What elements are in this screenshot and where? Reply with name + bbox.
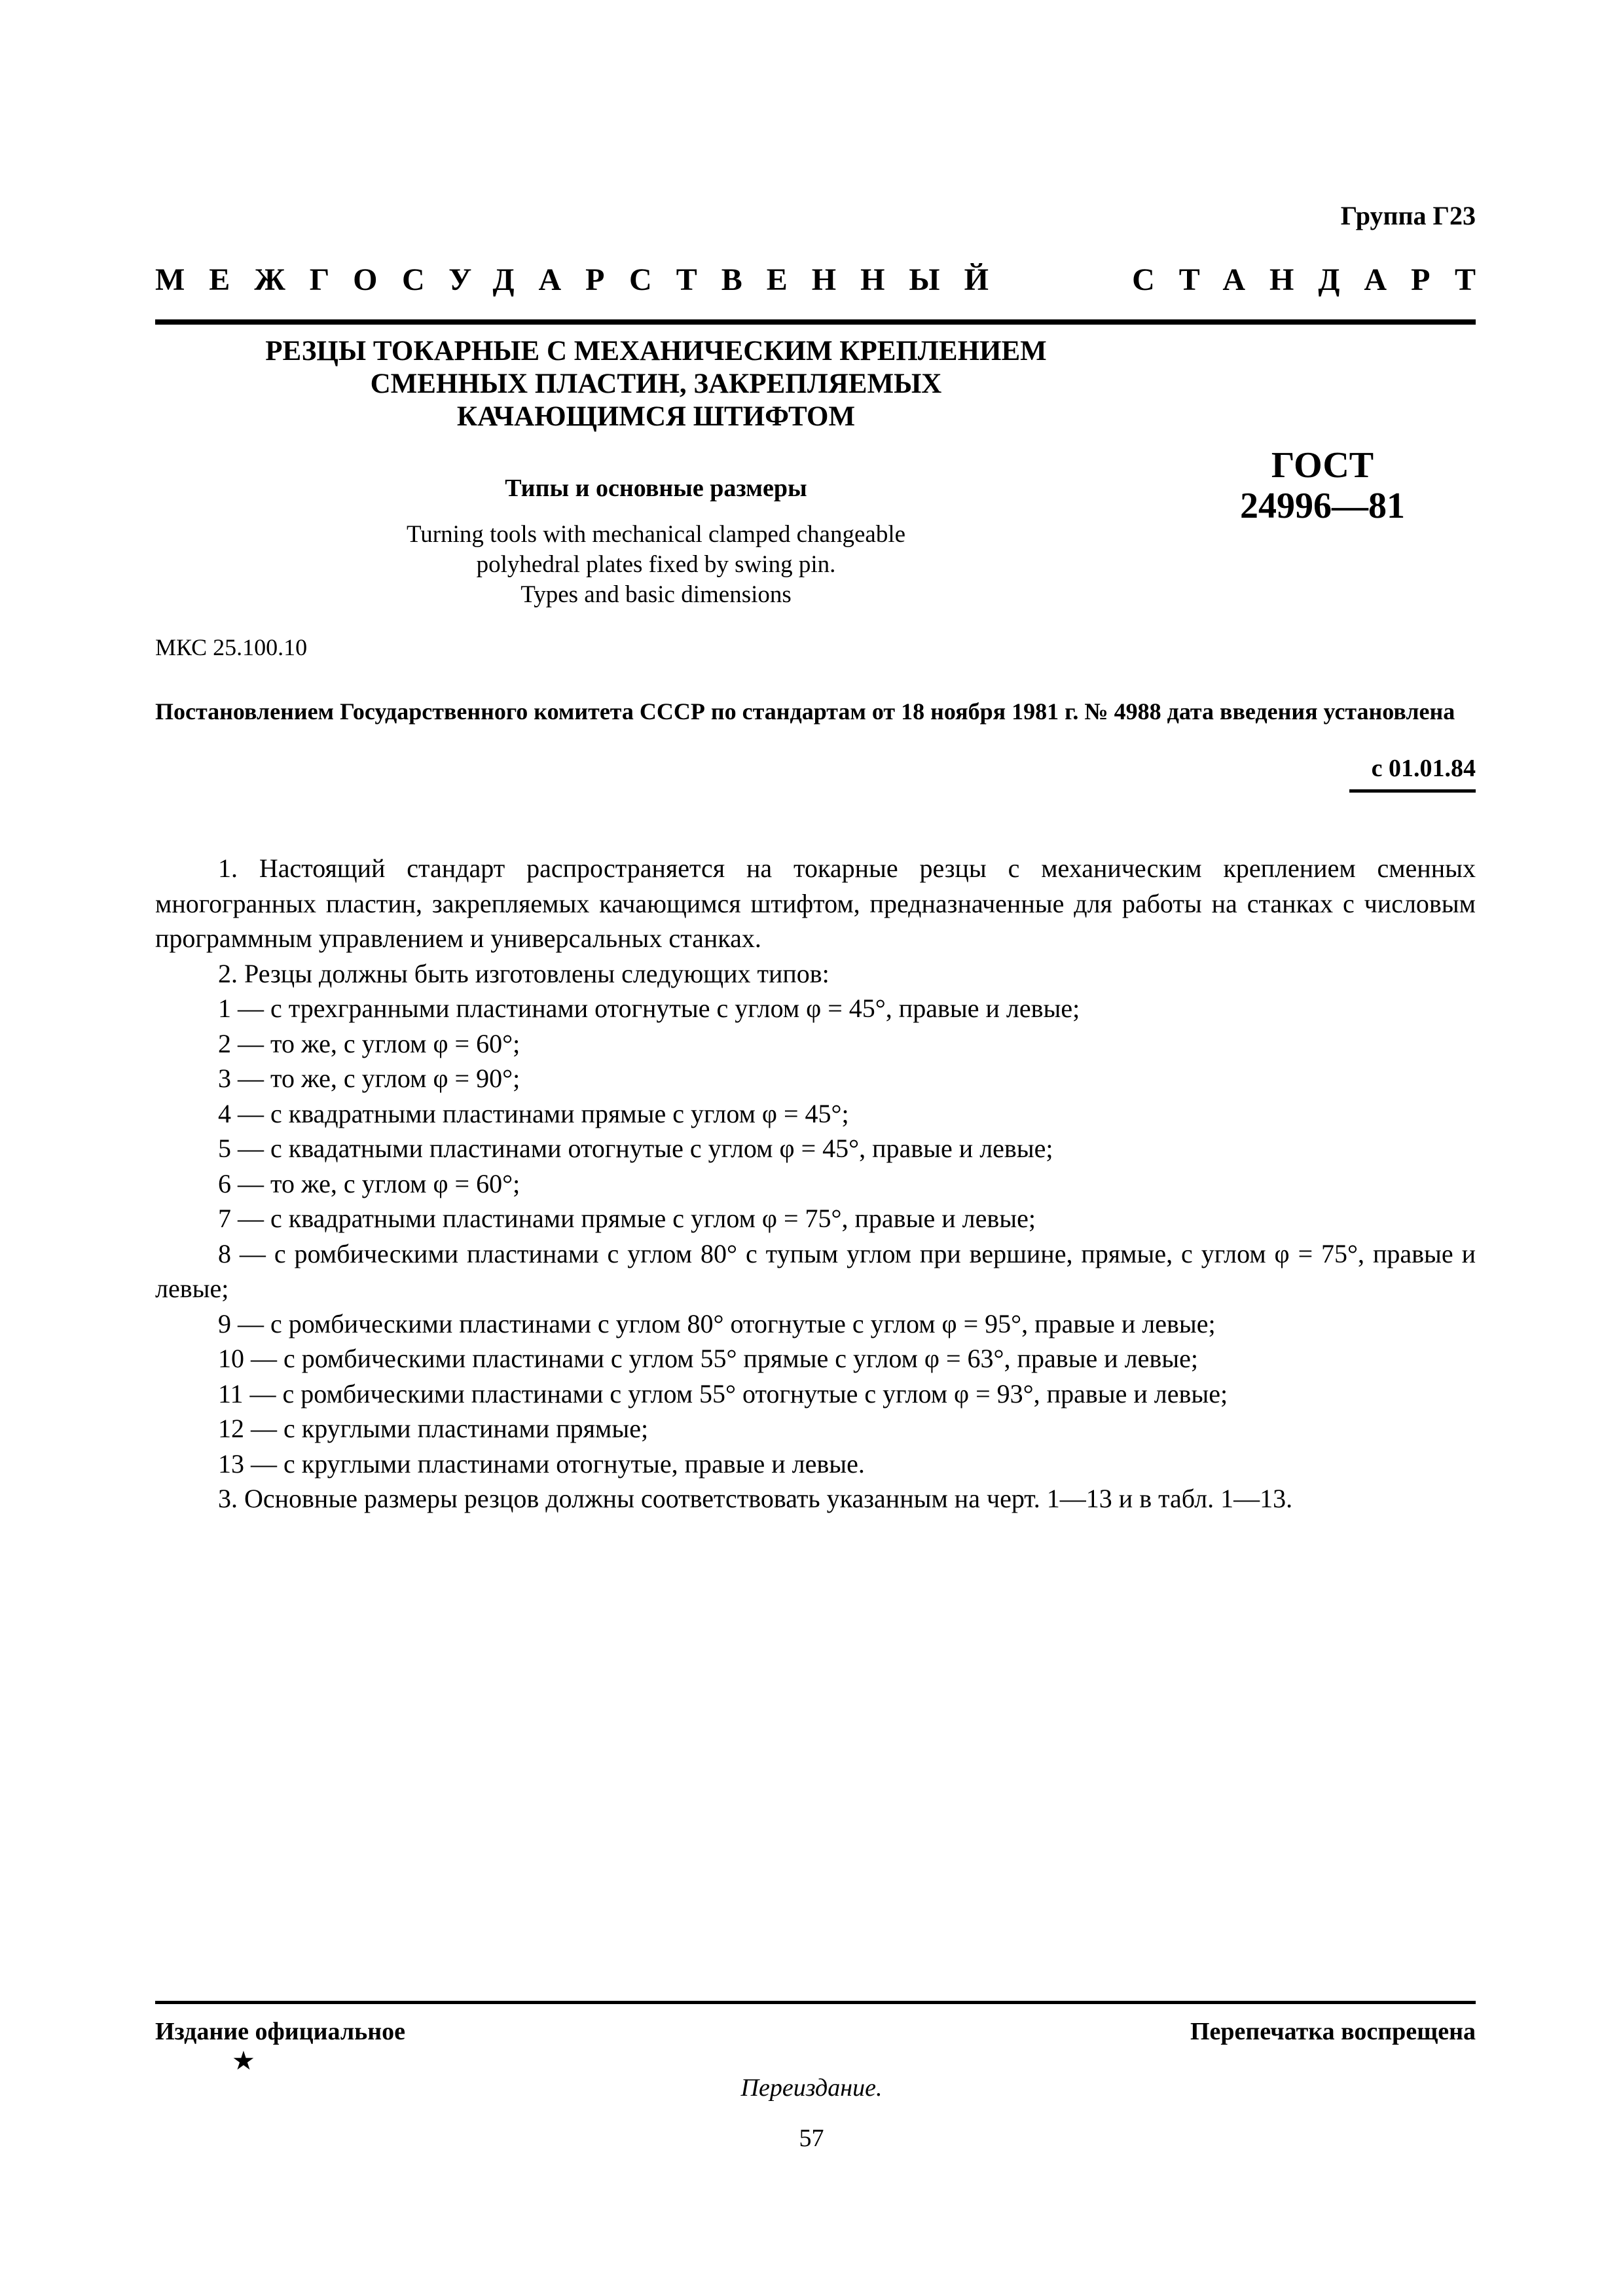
group-label: Группа Г23 [1340, 201, 1476, 230]
footer-rule [155, 2001, 1476, 2004]
banner-interstate: МЕЖГОСУДАРСТВЕННЫЙ [155, 262, 1013, 297]
reprint-prohibited: Перепечатка воспрещена [1190, 2018, 1476, 2045]
title-en-line: Types and basic dimensions [520, 581, 792, 608]
type-item: 6 — то же, с углом φ = 60°; [218, 1168, 520, 1198]
gost-label: ГОСТ [1271, 445, 1374, 486]
title-en-line: Turning tools with mechanical clamped changeable [406, 521, 906, 548]
effective-date: с 01.01.84 [1371, 755, 1476, 782]
title-ru-line: КАЧАЮЩИМСЯ ШТИФТОМ [456, 401, 856, 432]
star-icon: ★ [232, 2046, 255, 2075]
mks-code: МКС 25.100.10 [155, 634, 308, 660]
paragraph: 1. Настоящий стандарт распространяется на токарные резцы с механическим креплением сменных многогранных пластин, закрепляемых качающимся штифтом, предназначенные для работы на станках с числовым программным управлением и универсальных станках. [155, 853, 1476, 953]
type-item: 4 — с квадратными пластинами прямые с углом φ = 45°; [218, 1098, 849, 1128]
title-ru [155, 335, 1157, 433]
type-item: 2 — то же, с углом φ = 60°; [218, 1028, 520, 1058]
paragraph: 2. Резцы должны быть изготовлены следующих типов: [218, 958, 830, 988]
type-item: 1 — с трехгранными пластинами отогнутые с углом φ = 45°, правые и левые; [218, 994, 1080, 1023]
type-item: 11 — с ромбическими пластинами с углом 55° отогнутые с углом φ = 93°, правые и левые; [218, 1378, 1228, 1408]
title-ru-line: СМЕННЫХ ПЛАСТИН, ЗАКРЕПЛЯЕМЫХ [370, 368, 942, 399]
gost-number: 24996—81 [1240, 486, 1405, 526]
type-item: 8 — с ромбическими пластинами с углом 80° с тупым углом при вершине, прямые, с углом φ = 75°, правые и левые; [155, 1238, 1476, 1303]
type-item: 7 — с квадратными пластинами прямые с углом φ = 75°, правые и левые; [218, 1204, 1036, 1233]
type-item: 9 — с ромбическими пластинами с углом 80° отогнутые с углом φ = 95°, правые и левые; [218, 1308, 1216, 1338]
title-en-line: polyhedral plates fixed by swing pin. [476, 551, 836, 578]
gost-designation [1172, 445, 1473, 526]
type-item: 10 — с ромбическими пластинами с углом 55° прямые с углом φ = 63°, правые и левые; [218, 1344, 1198, 1373]
standard-banner [155, 262, 1500, 298]
subtitle-ru: Типы и основные размеры [505, 475, 807, 502]
title-en [155, 520, 1157, 610]
date-underline [1349, 789, 1476, 793]
type-item: 13 — с круглыми пластинами отогнутые, правые и левые. [218, 1448, 865, 1479]
resolution-text: Постановлением Государственного комитета СССР по стандартам от 18 ноября 1981 г. № 4988 дата введения установлена [155, 698, 1455, 725]
paragraph: 3. Основные размеры резцов должны соответствовать указанным на черт. 1—13 и в табл. 1—13. [218, 1484, 1293, 1513]
body-text [155, 851, 1476, 1516]
header-rule [155, 319, 1476, 325]
type-item: 12 — с круглыми пластинами прямые; [218, 1414, 649, 1443]
banner-standard: СТАНДАРТ [1132, 262, 1500, 297]
title-block [155, 335, 1157, 610]
type-item: 5 — с квадатными пластинами отогнутые с углом φ = 45°, правые и левые; [218, 1134, 1053, 1163]
official-edition: Издание официальное [155, 2018, 406, 2045]
type-item: 3 — то же, с углом φ = 90°; [218, 1064, 520, 1093]
page-number: 57 [799, 2125, 824, 2152]
title-ru-line: РЕЗЦЫ ТОКАРНЫЕ С МЕХАНИЧЕСКИМ КРЕПЛЕНИЕМ [265, 336, 1047, 367]
reissue-note: Переиздание. [740, 2074, 883, 2102]
